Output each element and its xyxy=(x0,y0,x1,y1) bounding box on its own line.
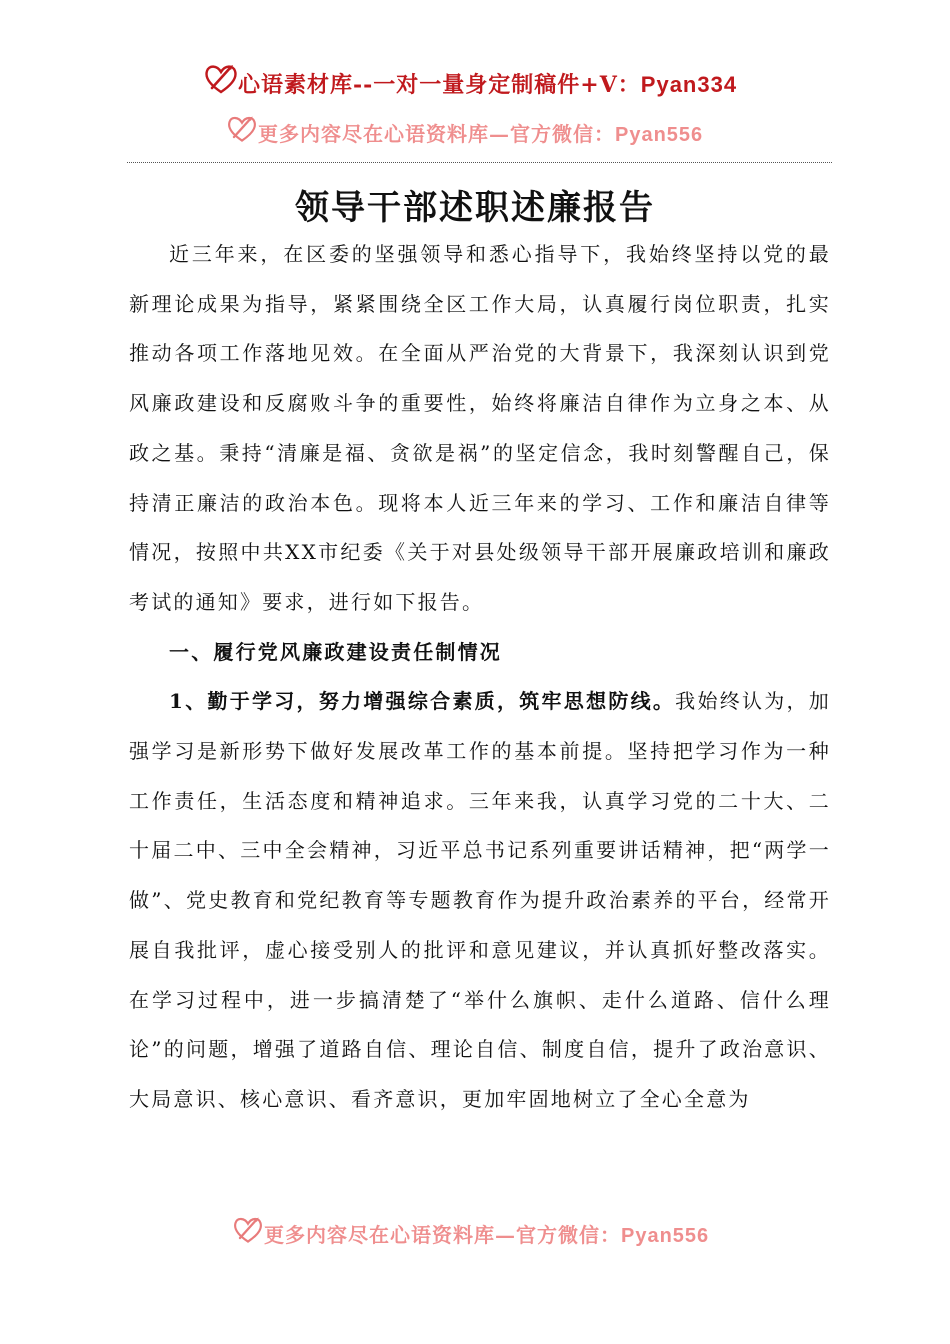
header-line-2-text: 更多内容尽在心语资料库—官方微信：Pyan556 xyxy=(258,122,704,146)
header-line-1 xyxy=(0,62,950,102)
header-divider xyxy=(127,162,832,163)
heart-pen-logo-icon xyxy=(232,1214,264,1246)
document-title: 领导干部述职述廉报告 xyxy=(295,188,655,228)
paragraph-intro: 近三年来，在区委的坚强领导和悉心指导下，我始终坚持以党的最新理论成果为指导，紧紧围绕全区工作大局，认真履行岗位职责，扎实推动各项工作落地见效。在全面从严治党的大背景下，我深刻认识到党风廉政建设和反腐败斗争的重要性，始终将廉洁自律作为立身之本、从政之基。秉持“清廉是福、贪欲是祸”的坚定信念，我时刻警醒自己，保持清正廉洁的政治本色。现将本人近三年来的学习、工作和廉洁自律等情况，按照中共XX市纪委《关于对县处级领导干部开展廉政培训和廉政考试的通知》要求，进行如下报告。 xyxy=(129,242,831,614)
paragraph-1 xyxy=(129,677,831,1124)
footer xyxy=(0,1214,950,1250)
heart-pen-logo-icon xyxy=(203,62,239,96)
section-heading-1: 一、履行党风廉政建设责任制情况 xyxy=(169,639,502,664)
header-line-2 xyxy=(0,113,950,149)
document-body xyxy=(129,230,831,1125)
paragraph-1-lead: 1、勤于学习，努力增强综合素质，筑牢思想防线。 xyxy=(169,689,676,714)
header-line-1-text: 心语素材库--一对一量身定制稿件+V：Pyan334 xyxy=(238,72,738,98)
heart-pen-logo-icon xyxy=(226,113,258,145)
footer-text: 更多内容尽在心语资料库—官方微信：Pyan556 xyxy=(264,1223,710,1247)
paragraph-1-text: 我始终认为，加强学习是新形势下做好发展改革工作的基本前提。坚持把学习作为一种工作责任，生活态度和精神追求。三年来我，认真学习党的二十大、二十届二中、三中全会精神，习近平总书记系列重要讲话精神，把“两学一做”、党史教育和党纪教育等专题教育作为提升政治素养的平台，经常开展自我批评，虚心接受别人的批评和意见建议，并认真抓好整改落实。在学习过程中，进一步搞清楚了“举什么旗帜、走什么道路、信什么理论”的问题，增强了道路自信、理论自信、制度自信，提升了政治意识、大局意识、核心意识、看齐意识，更加牢固地树立了全心全意为 xyxy=(129,689,832,1111)
